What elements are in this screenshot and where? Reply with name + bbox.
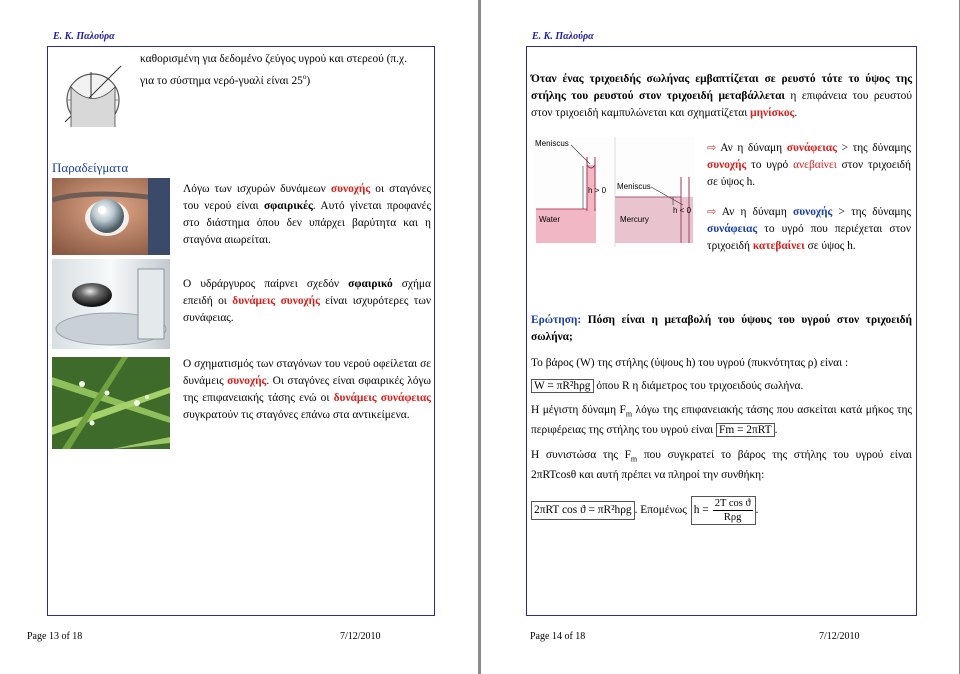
footer-page-number: Page 14 of 18 xyxy=(530,631,586,642)
meniscus-label-mercury: Meniscus xyxy=(617,182,651,191)
h-negative-label: h < 0 xyxy=(673,206,692,215)
water-drop-eye-photo xyxy=(52,178,170,255)
weight-formula: W = πR²hρg xyxy=(531,379,594,393)
intro-line-2: για το σύστημα νερό-γυαλί είναι $25^o$) xyxy=(140,73,311,87)
intro-paragraph: Όταν ένας τριχοειδής σωλήνας εμβαπτίζεται σε ρευστό τότε το ύψος της στήλης του ρευστού στον τριχοειδή μεταβάλλεται η επιφάνεια του ρευστού στον τριχοειδή καμπυλώνεται και σχηματίζεται μηνίσκος. xyxy=(531,73,912,119)
footer-date: 7/12/2010 xyxy=(340,631,381,642)
footer-page-number: Page 13 of 18 xyxy=(27,631,83,642)
page-13 xyxy=(0,0,478,674)
footer-date: 7/12/2010 xyxy=(819,631,860,642)
question: Ερώτηση: Πόση είναι η μεταβολή του ύψους του υγρού στον τριχοειδή σωλήνα; xyxy=(531,314,912,343)
paragraph-mercury: Ο υδράργυρος παίρνει σχεδόν σφαιρικό σχήμα επειδή οι δυνάμεις συνοχής είναι ισχυρότερες των συνάφειας. xyxy=(183,278,431,324)
mercury-label: Mercury xyxy=(620,215,649,224)
paragraph-cohesion-drops: Λόγω των ισχυρών δυνάμεων συνοχής οι σταγόνες του νερού είναι σφαιρικές. Αυτό γίνεται προφανές στο διάστημα όπου δεν υπάρχει βαρύτητα και η σταγόνα αιωρείται. xyxy=(183,183,431,246)
page-header: Ε. Κ. Παλούρα xyxy=(53,31,115,42)
weight-line: Το βάρος (W) της στήλης (ύψους h) του υγρού (πυκνότητας ρ) είναι : xyxy=(531,357,849,369)
page-header: Ε. Κ. Παλούρα xyxy=(532,31,594,42)
arrow-icon: ⇨ xyxy=(707,205,717,218)
meniscus-label-water: Meniscus xyxy=(535,139,569,148)
arrow-icon: ⇨ xyxy=(707,141,717,154)
height-formula: h = 2T cos ϑ Rρg xyxy=(691,496,756,525)
intro-line-1: καθορισμένη για δεδομένο ζεύγος υγρού και στερεού (π.χ. xyxy=(140,53,407,65)
capillary-diagram xyxy=(533,137,695,247)
section-heading: Παραδείγματα xyxy=(52,160,129,175)
final-equation-line: 2πRT cos ϑ = πR²hρg . Επομένως h = 2T cos ϑ Rρg . xyxy=(531,496,912,525)
max-force-formula: Fm = 2πRT xyxy=(716,423,775,437)
component-paragraph: Η συνιστώσα της $F_m$ που συγκρατεί το βάρος της στήλης του υγρού είναι 2πRTcosθ και αυτή πρέπει να πληροί την συνθήκη: xyxy=(531,449,912,482)
grass-dew-photo xyxy=(52,357,170,449)
weight-formula-line: W = πR²hρg όπου R η διάμετρος του τριχοειδούς σωλήνα. xyxy=(531,378,912,395)
contact-angle-sketch xyxy=(55,52,125,127)
water-label: Water xyxy=(539,215,561,224)
question-label: Ερώτηση: xyxy=(531,314,582,326)
mercury-drop-photo xyxy=(52,259,170,349)
h-positive-label: h > 0 xyxy=(588,186,607,195)
paragraph-dew-drops: Ο σχηματισμός των σταγόνων του νερού οφείλεται σε δυνάμεις συνοχής. Οι σταγόνες είναι σφαιρικές λόγω της επιφανειακής τάσης ενώ οι δυνάμεις συνάφειας συγκρατούν τις σταγόνες επάνω στα αντικείμενα. xyxy=(183,358,431,421)
balance-equation: 2πRT cos ϑ = πR²hρg xyxy=(531,501,635,520)
bullet-adhesion-rises: ⇨ Αν η δύναμη συνάφειας > της δύναμης συνοχής το υγρό ανεβαίνει στον τριχοειδή σε ύψος h. xyxy=(707,141,912,188)
max-force-paragraph: Η μέγιστη δύναμη $F_m$ λόγω της επιφανειακής τάσης που ασκείται κατά μήκος της περιφέρειας της στήλης του υγρού είναι Fm = 2πRT . xyxy=(531,404,912,437)
page-14 xyxy=(481,0,959,674)
bullet-cohesion-falls: ⇨ Αν η δύναμη συνοχής > της δύναμης συνάφειας το υγρό που περιέχεται στον τριχοειδή κατεβαίνει σε ύψος h. xyxy=(707,205,912,252)
